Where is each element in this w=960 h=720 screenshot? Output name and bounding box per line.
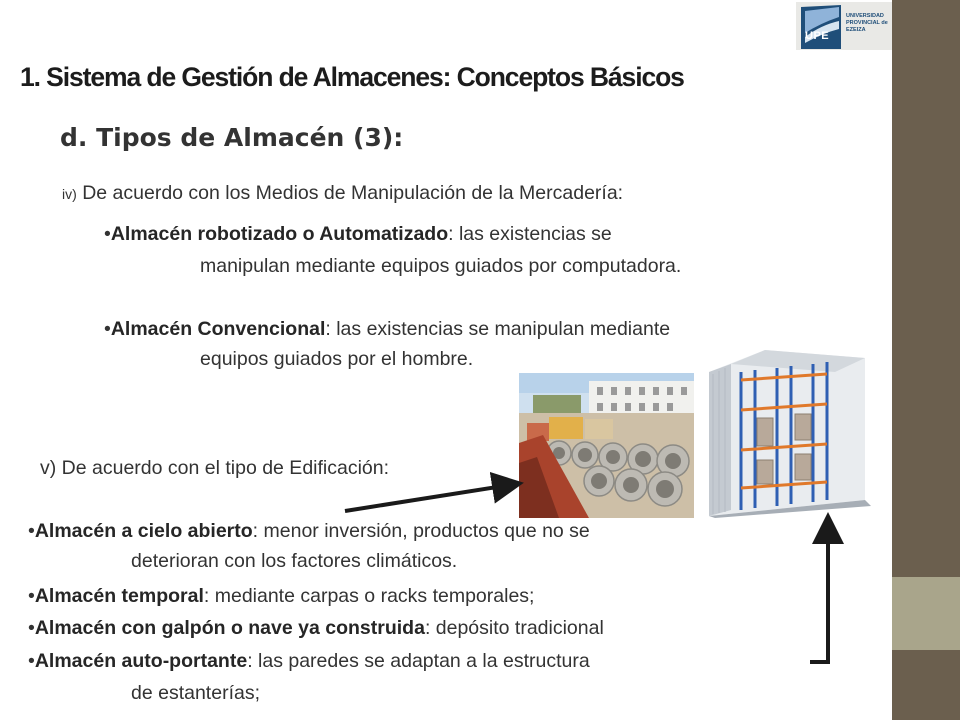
term-robotizado: Almacén robotizado o Automatizado	[110, 223, 449, 245]
bullet: •	[28, 617, 35, 639]
term-temporal: Almacén temporal	[34, 585, 204, 607]
rack-building-illustration	[695, 350, 877, 518]
slide-subtitle: d. Tipos de Almacén (3):	[60, 123, 404, 152]
list-item-robotizado	[104, 222, 612, 246]
bullet: •	[28, 520, 35, 542]
section-v-heading: v) De acuerdo con el tipo de Edificación:	[40, 457, 390, 479]
bullet: •	[28, 650, 35, 672]
item-rest: : mediante carpas o racks temporales;	[203, 585, 535, 607]
open-air-yard-illustration	[519, 373, 694, 518]
term-cielo-abierto: Almacén a cielo abierto	[34, 520, 253, 542]
slide-title: 1. Sistema de Gestión de Almacenes: Conceptos Básicos	[20, 62, 684, 92]
list-item-auto-portante	[28, 649, 590, 673]
logo-abbreviation: UPE	[805, 30, 830, 42]
item-rest: : depósito tradicional	[424, 617, 604, 639]
university-logo	[796, 2, 892, 50]
bullet: •	[28, 585, 35, 607]
list-item-convencional-continuation: equipos guiados por el hombre.	[200, 348, 474, 370]
list-item-auto-portante-continuation: de estanterías;	[131, 682, 260, 704]
section-iv-heading	[62, 181, 623, 206]
bullet: •	[104, 223, 111, 245]
list-item-galpon	[28, 616, 604, 640]
logo-university-name: UNIVERSIDAD PROVINCIAL de EZEIZA	[846, 13, 888, 33]
arrow-to-open-air-photo	[345, 484, 516, 511]
term-auto-portante: Almacén auto-portante	[34, 650, 248, 672]
upe-shield-icon	[799, 3, 843, 49]
arrow-to-rack-image	[810, 520, 828, 662]
bullet: •	[104, 318, 111, 340]
section-iv-numeral: iv)	[62, 186, 77, 202]
open-air-yard-photo	[519, 373, 694, 518]
item-rest: : las existencias se	[448, 223, 612, 245]
side-accent-block	[892, 577, 960, 650]
section-iv-heading-text: De acuerdo con los Medios de Manipulación de la Mercadería:	[76, 182, 624, 204]
item-rest: : las paredes se adaptan a la estructura	[247, 650, 590, 672]
list-item-temporal	[28, 584, 534, 608]
list-item-convencional	[104, 317, 670, 341]
term-convencional: Almacén Convencional	[110, 318, 326, 340]
list-item-cielo-abierto	[28, 519, 590, 543]
item-rest: : menor inversión, productos que no se	[252, 520, 590, 542]
list-item-robotizado-continuation: manipulan mediante equipos guiados por computadora.	[200, 255, 682, 277]
term-galpon: Almacén con galpón o nave ya construida	[34, 617, 425, 639]
item-rest: : las existencias se manipulan mediante	[325, 318, 671, 340]
list-item-cielo-abierto-continuation: deterioran con los factores climáticos.	[131, 550, 458, 572]
self-supporting-rack-image	[695, 350, 877, 518]
